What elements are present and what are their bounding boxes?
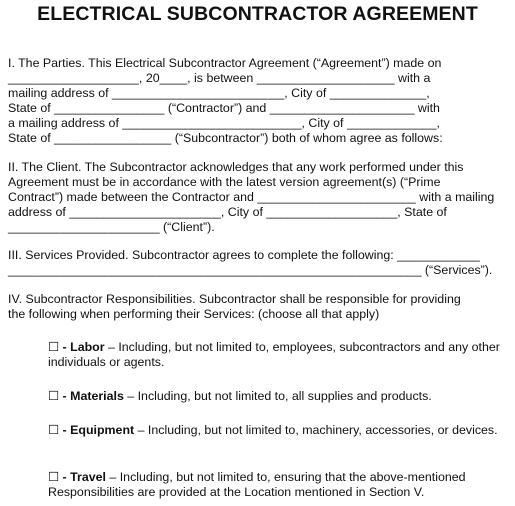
option-travel[interactable] bbox=[48, 470, 508, 500]
responsibilities-line: the following when performing their Services: (choose all that apply) bbox=[8, 307, 380, 321]
option-text: – Including, but not limited to, all supplies and products. bbox=[123, 389, 432, 403]
section-parties bbox=[8, 56, 508, 146]
option-label: - Equipment bbox=[59, 423, 135, 437]
client-line: Contract”) made between the Contractor and _______________________ with a mailing bbox=[8, 190, 495, 204]
parties-line: State of _________________ (“Subcontractor”) both of whom agree as follows: bbox=[8, 131, 443, 145]
section-services bbox=[8, 248, 508, 278]
option-text: – Including, but not limited to, employees, subcontractors and any other individuals or agents. bbox=[48, 340, 500, 369]
section-responsibilities bbox=[8, 292, 508, 322]
option-materials[interactable] bbox=[48, 389, 508, 404]
responsibilities-line: IV. Subcontractor Responsibilities. Subcontractor shall be responsible for providing bbox=[8, 292, 461, 306]
option-text: – Including, but not limited to, ensuring that the above-mentioned Responsibilities are provided at the Location mentioned in Section V. bbox=[48, 470, 466, 499]
document-title: ELECTRICAL SUBCONTRACTOR AGREEMENT bbox=[37, 3, 478, 25]
option-label: - Travel bbox=[59, 470, 106, 484]
option-equipment[interactable] bbox=[48, 423, 508, 438]
parties-line: ___________________, 20____, is between ____________________ with a bbox=[8, 71, 431, 85]
parties-line: mailing address of _________________________, City of ______________, bbox=[8, 86, 430, 100]
services-line: ____________________________________________________________ (“Services”). bbox=[8, 263, 493, 277]
parties-line: I. The Parties. This Electrical Subcontractor Agreement (“Agreement”) made on bbox=[8, 56, 442, 70]
parties-line: a mailing address of __________________________, City of _____________, bbox=[8, 116, 440, 130]
client-line: Agreement must be in accordance with the latest version agreement(s) (“Prime bbox=[8, 175, 441, 189]
checkbox-icon[interactable]: ☐ bbox=[48, 389, 60, 403]
checkbox-icon[interactable]: ☐ bbox=[48, 470, 60, 484]
client-line: ______________________ (“Client”). bbox=[8, 220, 215, 234]
services-line: III. Services Provided. Subcontractor agrees to complete the following: ____________ bbox=[8, 248, 480, 262]
checkbox-icon[interactable]: ☐ bbox=[48, 340, 60, 354]
client-line: II. The Client. The Subcontractor acknowledges that any work performed under this bbox=[8, 160, 464, 174]
parties-line: State of ________________ (“Contractor”) and _____________________ with bbox=[8, 101, 440, 115]
option-label: - Materials bbox=[59, 389, 124, 403]
option-labor[interactable] bbox=[48, 340, 508, 370]
option-text: – Including, but not limited to, machinery, accessories, or devices. bbox=[134, 423, 498, 437]
section-client bbox=[8, 160, 508, 235]
checkbox-icon[interactable]: ☐ bbox=[48, 423, 60, 437]
option-label: - Labor bbox=[59, 340, 105, 354]
client-line: address of ______________________, City of ___________________, State of bbox=[8, 205, 447, 219]
